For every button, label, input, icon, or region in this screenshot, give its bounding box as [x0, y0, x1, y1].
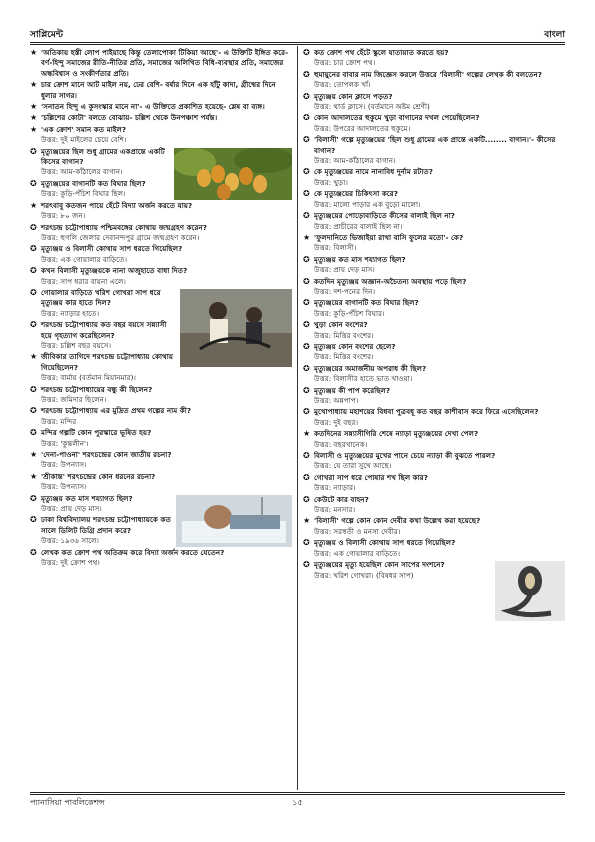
qa-item: [30, 450, 292, 471]
star-bullet-icon: ★: [30, 80, 38, 90]
flower-bullet-icon: ✪: [303, 48, 310, 57]
footer-publisher: প্যানাসিয়া পাবলিকেশন্স: [30, 798, 105, 807]
header-rule-2: [30, 44, 565, 45]
answer-text: উত্তর: এক গোয়ালার বাড়িতে।: [41, 254, 128, 264]
flower-bullet-icon: ✪: [303, 385, 310, 395]
star-bullet-icon: ★: [30, 450, 38, 460]
question-text: মৃত্যুঞ্জয়ের পোড়োবাড়িতে কীসের বালাই ছিল না?: [314, 211, 455, 221]
answer-text: উত্তর: কুড়ি-পঁচিশ বিঘার।: [314, 308, 385, 318]
question-text: শরৎচন্দ্র চট্টোপাধ্যায় এর মুদ্রিত প্রথম গল্পের নাম কী?: [41, 406, 191, 416]
question-text: কে মৃত্যুঞ্জয়ের নামে নানাবিধ দুর্নাম রটাত?: [314, 167, 433, 177]
qa-item: [30, 352, 292, 383]
answer-text: উত্তর: যে তারা সুখে আছে।: [314, 461, 392, 471]
star-bullet-icon: ★: [30, 48, 38, 57]
qa-item: [303, 473, 565, 494]
answer-text: উত্তর: বিলাসী।: [314, 243, 357, 253]
qa-item: [303, 429, 565, 450]
star-bullet-icon: ★: [303, 429, 311, 439]
qa-item: [303, 233, 565, 254]
answer-text: উত্তর: দুই বছর।: [314, 417, 359, 427]
footer-rule: [30, 792, 565, 793]
answer-text: উত্তর: ন্যাড়ার হাতে।: [41, 308, 100, 318]
qa-item: [30, 515, 292, 546]
question-text: 'ফুলদানিতে ভিজাইয়া রাখা বাসি ফুলের মতো'- কে?: [314, 232, 464, 242]
question-text: শরৎচন্দ্র চট্টোপাধ্যায়ের বন্ধু কী ছিলেন?: [41, 384, 153, 394]
answer-text: উত্তর: ন্যাড়ার।: [314, 483, 356, 493]
question-text: 'দেনা-পাওনা' শরৎচন্দ্রের কোন জাতীয় রচনা?: [41, 450, 172, 460]
question-text: 'বিলাসী' গল্পে কোন কোন দেবীর কথা উল্লেখ করা হয়েছে?: [314, 516, 481, 526]
answer-text: উত্তর: আম-কাঁঠালের বাগান।: [41, 167, 123, 177]
flower-bullet-icon: ✪: [303, 341, 310, 351]
flower-bullet-icon: ✪: [303, 298, 310, 308]
question-text: চার ক্রোশ মানে আট মাইল নয়, ঢের বেশি- বর্ষার দিনে এক হাঁটু কাদা, গ্রীষ্মের দিনে ধুলার সাগর।: [41, 80, 276, 100]
question-text: 'সনাতন হিন্দু এ কুসংস্কার মানে না'- এ উক্তিতে প্রকাশিত হয়েছে- শ্লেষ বা ব্যঙ্গ।: [41, 102, 265, 112]
qa-item: [303, 320, 565, 341]
question-text: কতদিনের সন্ন্যাসীগিরি শেষে ন্যাড়া মৃত্যুঞ্জয়ের দেখা পেল?: [314, 429, 479, 439]
answer-text: উত্তর: মন্দির: [41, 416, 77, 426]
cobra-photo: [495, 561, 565, 621]
header-subject: বাংলা: [544, 30, 565, 40]
answer-text: উত্তর: প্রাচীরের বালাই ছিল না।: [314, 221, 403, 231]
question-text: ঢাকা বিশ্ববিদ্যালয় শরৎচন্দ্র চট্টোপাধ্যায়কে কত সালে ডিলিট ডিগ্রি প্রদান করে?: [41, 515, 171, 535]
qa-item: [303, 451, 565, 472]
question-text: খুড়া কোন বংশের?: [314, 320, 368, 330]
qa-item: [303, 538, 565, 559]
qa-item: [303, 189, 565, 210]
flower-bullet-icon: ✪: [303, 254, 310, 264]
answer-text: উত্তর: চল্লিশ বছর বয়সে।: [41, 340, 112, 350]
question-text: মুখোপাধ্যায় মহাশয়ের বিধবা পুত্রবধূ কত বছর কাশীবাস করে ফিরে এসেছিলেন?: [314, 407, 539, 417]
flower-bullet-icon: ✪: [303, 320, 310, 330]
answer-text: উত্তর: উপন্যাস।: [41, 482, 87, 492]
qa-item: [303, 48, 565, 69]
question-text: শরৎচন্দ্র চট্টোপাধ্যায় কত বছর বয়সে সন্ন্যাসী হয়ে গৃহত্যাগ করেছিলেন?: [41, 320, 167, 340]
qa-item: [30, 113, 292, 123]
answer-text: উত্তর: এক গোয়ালার বাড়িতে।: [314, 548, 401, 558]
flower-bullet-icon: ✪: [30, 178, 37, 188]
qa-item: [303, 516, 565, 537]
question-text: মৃত্যুঞ্জয় কোন ক্লাসে পড়ত?: [314, 91, 393, 101]
qa-item: [303, 342, 565, 363]
qa-item: [303, 277, 565, 298]
flower-bullet-icon: ✪: [303, 211, 310, 221]
question-text: মৃত্যুঞ্জয় কোন বংশের ছেলে?: [314, 341, 396, 351]
question-text: মৃত্যুঞ্জয় কী পাপ করেছিল?: [314, 385, 391, 395]
right-column: [303, 48, 565, 788]
question-text: গোয়ালার বাড়িতে খরিশ গোখরা সাপ ধরে মৃত্যুঞ্জয় কার হাতে দিল?: [41, 287, 161, 308]
question-text: মৃত্যুঞ্জয় ও বিলাসী কোথায় সাপ ধরতে গিয়েছিল?: [314, 538, 456, 548]
answer-text: উত্তর: প্রায় দেড় মাস।: [41, 504, 102, 514]
answer-text: উত্তর: সরস্বতী ও মনসা দেবীর।: [314, 526, 401, 536]
qa-item: [303, 255, 565, 276]
answer-text: উত্তর: উপন্যাস।: [41, 460, 87, 470]
column-divider: [297, 46, 298, 790]
qa-item: [303, 560, 565, 581]
question-text: কখন বিলাসী মৃত্যুঞ্জয়কে নানা অজুহাতে বাধা দিত?: [41, 266, 188, 276]
flower-bullet-icon: ✪: [303, 494, 310, 504]
question-text: 'চল্লিশের কোটা' বলতে বোঝায়- চল্লিশ থেকে উনপঞ্চাশ পর্যন্ত।: [41, 113, 218, 123]
flower-bullet-icon: ✪: [303, 407, 310, 417]
flower-bullet-icon: ✪: [303, 69, 310, 79]
star-bullet-icon: ★: [30, 124, 38, 134]
star-bullet-icon: ★: [30, 352, 38, 362]
qa-item: [30, 266, 292, 287]
answer-text: উত্তর: বছরখানেক।: [314, 439, 368, 449]
answer-text: উত্তর: আম-কাঁঠালের বাগান।: [314, 156, 396, 166]
qa-item: [303, 298, 565, 319]
qa-item: [30, 80, 292, 101]
star-bullet-icon: ★: [303, 232, 311, 242]
star-bullet-icon: ★: [30, 113, 38, 123]
qa-item: [303, 407, 565, 428]
answer-text: উত্তর: বার্মায় (বর্তমান মিয়ানমার)।: [41, 373, 136, 383]
answer-text: উত্তর: কুড়ি-পঁচিশ বিঘার ছিল।: [41, 189, 126, 199]
qa-item: [303, 495, 565, 516]
flower-bullet-icon: ✪: [30, 384, 37, 394]
flower-bullet-icon: ✪: [303, 560, 310, 570]
flower-bullet-icon: ✪: [30, 146, 37, 156]
left-column: [30, 48, 292, 788]
question-text: শরৎচন্দ্র চট্টোপাধ্যায় পশ্চিমবঙ্গের কোথায় জন্মগ্রহণ করেন?: [41, 222, 207, 232]
star-bullet-icon: ★: [303, 516, 311, 526]
qa-item: [30, 244, 292, 265]
qa-item: [30, 428, 292, 449]
answer-text: উত্তর: ৮০ জন।: [41, 211, 86, 221]
answer-text: উত্তর: তোপলক খাঁ।: [314, 80, 371, 90]
flower-bullet-icon: ✪: [30, 547, 37, 557]
flower-bullet-icon: ✪: [303, 167, 310, 177]
qa-item: [30, 406, 292, 427]
flower-bullet-icon: ✪: [303, 276, 310, 286]
flower-bullet-icon: ✪: [303, 189, 310, 199]
question-text: মৃত্যুঞ্জয়ের অমার্জনীয় অপরাধ কী ছিল?: [314, 363, 427, 373]
question-text: মৃত্যুঞ্জয় কত মাস শয্যাগত ছিল?: [41, 493, 133, 503]
question-text: মৃত্যুঞ্জয়ের বাগানটি কত বিঘার ছিল?: [314, 298, 419, 308]
qa-item: [30, 48, 292, 79]
qa-item: [303, 386, 565, 407]
qa-item: [303, 167, 565, 188]
flower-bullet-icon: ✪: [30, 222, 37, 232]
qa-item: [30, 147, 292, 178]
qa-item: [30, 125, 292, 146]
flower-bullet-icon: ✪: [30, 406, 37, 416]
flower-bullet-icon: ✪: [303, 363, 310, 373]
answer-text: উত্তর: সাপ ধরার বায়না এলে।: [41, 276, 126, 286]
answer-text: উত্তর: অন্নপাপ।: [314, 396, 359, 405]
question-text: শরৎবাবু কতজন পায়ে হেঁটে বিদ্যা অর্জন করতে যায়?: [41, 200, 193, 210]
question-text: মৃত্যুঞ্জয় কত মাস শয্যাগত ছিল?: [314, 254, 406, 264]
answer-text: উত্তর: মালো পাড়ার এক বুড়ো মালো।: [314, 199, 421, 209]
flower-bullet-icon: ✪: [303, 135, 310, 145]
question-text: মৃত্যুঞ্জয়ের ছিল শুধু গ্রামের একপ্রান্তে একটি কিসের বাগান?: [41, 146, 165, 167]
question-text: বিলাসী ও মৃত্যুঞ্জয়ের মুখের পানে চেয়ে ন্যাড়া কী বুঝতে পারল?: [314, 451, 496, 461]
question-text: মৃত্যুঞ্জয় ও বিলাসী কোথায় সাপ ধরতে গিয়েছিল?: [41, 244, 183, 254]
flower-bullet-icon: ✪: [30, 493, 37, 503]
star-bullet-icon: ★: [30, 471, 38, 481]
page-header: [30, 27, 565, 41]
answer-text: উত্তর: খরিশ গোখরা। (বিষধর সাপ): [314, 570, 414, 580]
flower-bullet-icon: ✪: [30, 428, 37, 438]
answer-text: উত্তর: চার ক্রোশ পথ।: [314, 58, 376, 68]
qa-item: [30, 179, 292, 200]
question-text: 'বিলাসী' গল্পে মৃত্যুঞ্জয়ের 'ছিল শুধু গ্রামের এক প্রান্তে একটি........ বাগান।'- কীসের বাগান?: [314, 135, 556, 155]
question-text: কত ক্রোশ পথ হেঁটে স্কুলে যাতায়াত করতে হয়?: [314, 48, 449, 57]
qa-item: [30, 223, 292, 244]
star-bullet-icon: ★: [30, 200, 38, 210]
footer-rule-2: [30, 794, 565, 795]
answer-text: উত্তর: উপরের আদালতের হুকুমে।: [314, 123, 411, 133]
qa-item: [30, 472, 292, 493]
question-text: জীবিকার তাগিদে শরৎচন্দ্র চট্টোপাধ্যায় কোথায় গিয়েছিলেন?: [41, 352, 174, 372]
qa-item: [303, 113, 565, 134]
header-supplement: সাপ্লিমেন্ট: [30, 30, 63, 40]
flower-bullet-icon: ✪: [30, 515, 37, 525]
answer-text: উত্তর: প্রায় দেড় মাস।: [314, 265, 375, 275]
flower-bullet-icon: ✪: [303, 451, 310, 461]
question-text: মৃত্যুঞ্জয়ের বাগানটি কত বিঘার ছিল?: [41, 178, 146, 188]
question-text: কতদিন মৃত্যুঞ্জয় অজ্ঞান-অচৈতন্য অবস্থায় পড়ে ছিল?: [314, 276, 467, 286]
answer-text: উত্তর: খুড়া।: [314, 177, 348, 187]
qa-item: [30, 102, 292, 112]
flower-bullet-icon: ✪: [303, 113, 310, 123]
question-text: কেউটে কার বাহন?: [314, 494, 369, 504]
answer-text: উত্তর: মিত্তির বংশের।: [314, 352, 374, 362]
answer-text: উত্তর: হুগলি জেলার দেবানন্দপুর গ্রামে জন্মগ্রহণ করেন।: [41, 232, 200, 242]
answer-text: উত্তর: 'কুন্তলীন'।: [41, 438, 89, 448]
page-footer: [30, 797, 565, 811]
answer-text: উত্তর: ১৯৩৬ সালে।: [41, 536, 100, 546]
flower-bullet-icon: ✪: [30, 287, 37, 297]
qa-item: [30, 548, 292, 569]
answer-text: উত্তর: দশ-পনের দিন।: [314, 286, 376, 296]
flower-bullet-icon: ✪: [303, 472, 310, 482]
question-text: হুমায়ুনের বাবার নাম জিজ্ঞেস করলে উত্তরে 'বিলাসী' গল্পের লেখক কী বলতেন?: [314, 69, 542, 79]
qa-item: [303, 211, 565, 232]
qa-item: [30, 494, 292, 515]
flower-bullet-icon: ✪: [303, 538, 310, 548]
answer-text: উত্তর: বিলাসীর হাতে ভাত খাওয়া।: [314, 374, 413, 384]
question-text: মন্দির গল্পটি কোন পুরস্কারে ভূষিত হয়?: [41, 428, 152, 438]
answer-text: উত্তর: মনসার।: [314, 505, 356, 515]
question-text: কোন আদালতের হুকুমে খুড়া বাগানের দখল পেয়েছিলেন?: [314, 113, 480, 123]
flower-bullet-icon: ✪: [30, 266, 37, 276]
header-rule: [30, 42, 565, 43]
question-text: মৃত্যুঞ্জয়ের মৃত্যু হয়েছিল কোন সাপের দংশনে?: [314, 560, 445, 570]
answer-text: উত্তর: দুই ক্রোশ পথ।: [41, 558, 100, 568]
flower-bullet-icon: ✪: [303, 91, 310, 101]
answer-text: উত্তর: মিত্তির বংশের।: [314, 330, 374, 340]
flower-bullet-icon: ✪: [30, 320, 37, 330]
qa-item: [30, 201, 292, 222]
qa-item: [30, 288, 292, 319]
qa-item: [303, 135, 565, 166]
question-text: 'শ্রীকান্ত' শরৎচন্দ্রের কোন ধরনের রচনা?: [41, 471, 156, 481]
question-text: কে মৃত্যুঞ্জয়ের চিকিৎসা করে?: [314, 189, 398, 199]
question-text: 'অতিকায় হস্তী লোপ পাইয়াছে কিন্তু তেলাপোকা টিকিয়া আছে'- এ উক্তিটি ইঙ্গিত করে- বর্ণ-হিন্দু সমাজের রীতি-নীতির প্রতি, সমাজের অলিখিত বিধি-ব্যবস্থার প্রতি, সমাজের অন্ধবিশ্বাস ও সংকীর্ণতার প্রতি।: [41, 48, 289, 78]
star-bullet-icon: ★: [30, 102, 38, 112]
question-text: 'এক ক্রোশ' সমান কত মাইল?: [41, 124, 127, 134]
flower-bullet-icon: ✪: [30, 244, 37, 254]
qa-item: [303, 364, 565, 385]
answer-text: উত্তর: জমিদার ছিলেন।: [41, 395, 107, 404]
answer-text: উত্তর: থার্ড ক্লাসে। (বর্তমানে অষ্টম শ্রেণী): [314, 102, 430, 112]
qa-item: [30, 320, 292, 351]
qa-item: [303, 92, 565, 113]
answer-text: উত্তর: দুই মাইলের চেয়ে বেশি।: [41, 135, 127, 145]
qa-item: [30, 385, 292, 406]
question-text: লেখক কত ক্রোশ পথ অতিক্রম করে বিদ্যা অর্জন করতে যেতেন?: [41, 547, 225, 557]
qa-item: [303, 70, 565, 91]
question-text: গোখরা সাপ ধরে পোষার শখ ছিল কার?: [314, 472, 428, 482]
page-number: ১৫: [292, 798, 303, 807]
